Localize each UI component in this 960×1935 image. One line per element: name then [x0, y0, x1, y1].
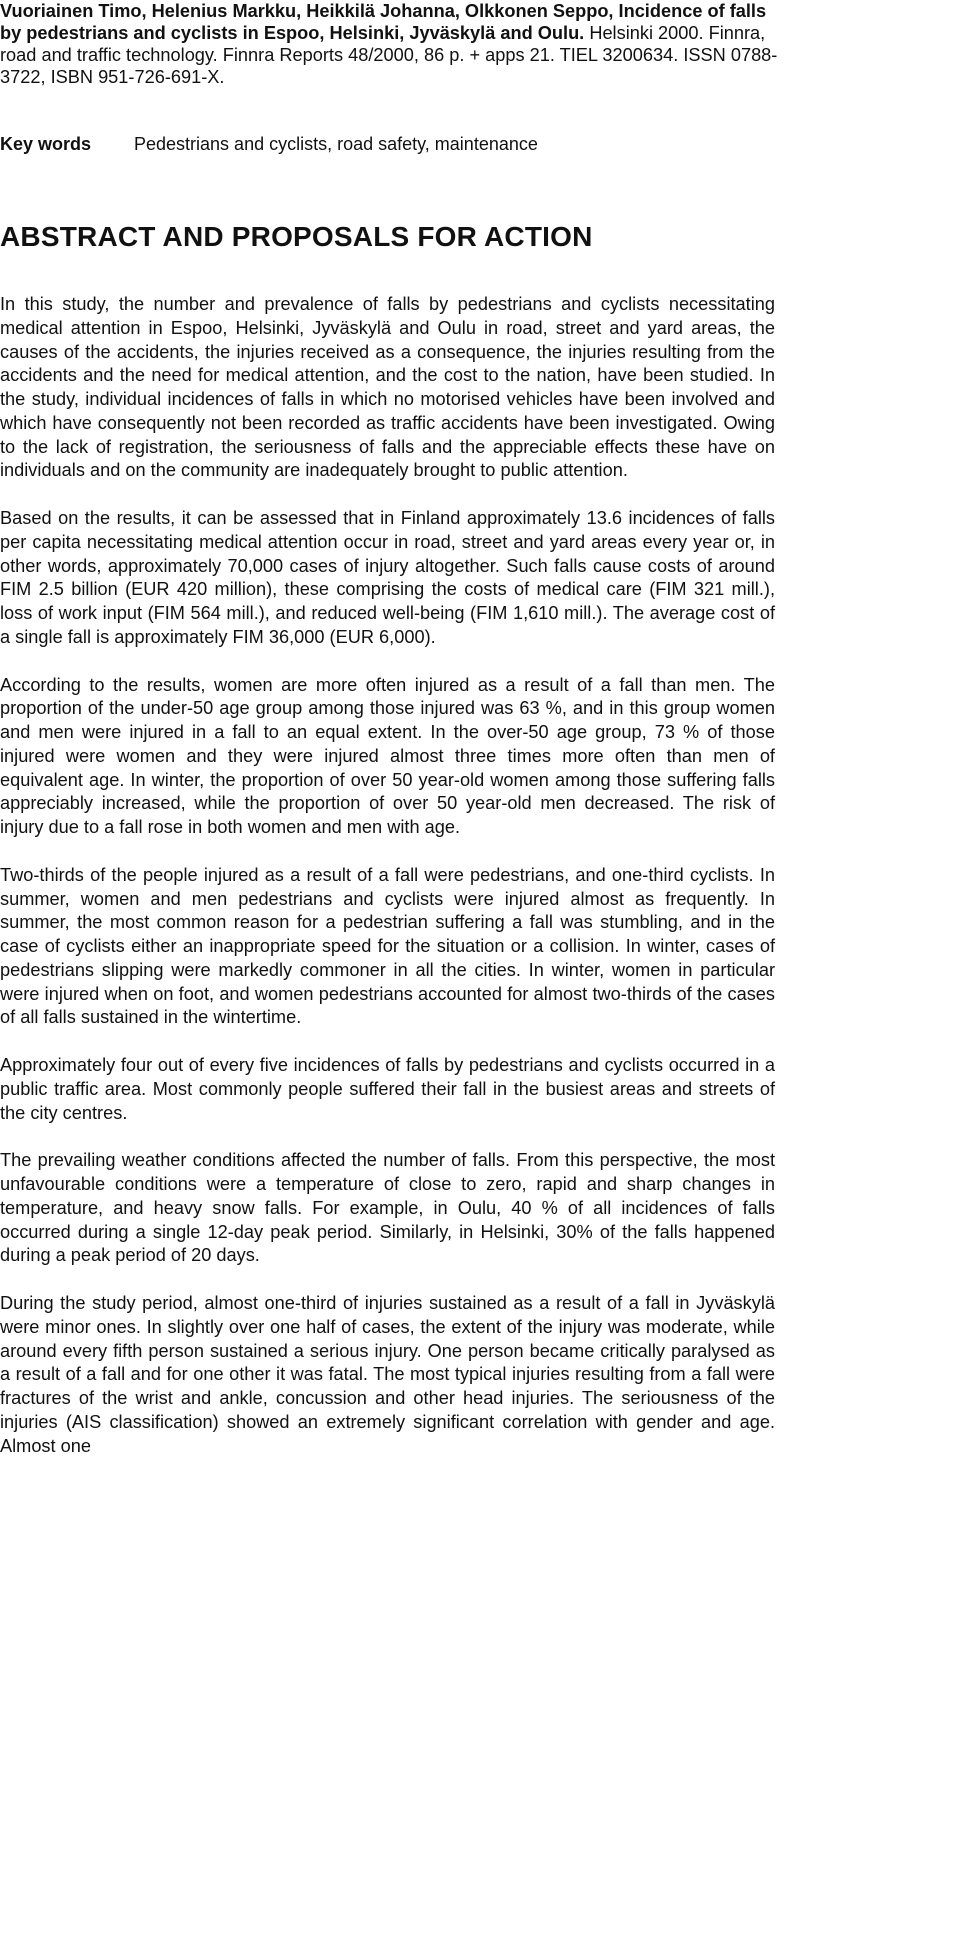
abstract-paragraph: Two-thirds of the people injured as a result of a fall were pedestrians, and one-third cyclists. In summer, women and men pedestrians and cyclists were injured almost as frequently. In summer, the most common reason for a pedestrian suffering a fall was stumbling, and in the case of cyclists either an inappropriate speed for the situation or a collision. In winter, cases of pedestrians slipping were markedly commoner in all the cities. In winter, women in particular were injured when on foot, and women pedestrians accounted for almost two-thirds of the cases of all falls sustained in the wintertime.	[0, 864, 775, 1028]
abstract-paragraph: According to the results, women are more often injured as a result of a fall than men. The proportion of the under-50 age group among those injured was 63 %, and in this group women and men were injured in a fall to an equal extent. In the over-50 age group, 73 % of those injured were women and they were injured almost three times more often than men of equivalent age. In winter, the proportion of over 50 year-old women among those suffering falls appreciably increased, while the proportion of over 50 year-old men decreased. The risk of injury due to a fall rose in both women and men with age.	[0, 674, 775, 837]
keywords-value: Pedestrians and cyclists, road safety, maintenance	[134, 134, 538, 154]
abstract-body	[0, 293, 775, 1482]
abstract-paragraph: Based on the results, it can be assessed that in Finland approximately 13.6 incidences of falls per capita necessitating medical attention occur in road, street and yard areas every year or, in other words, approximately 70,000 cases of injury altogether. Such falls cause costs of around FIM 2.5 billion (EUR 420 million), these comprising the costs of medical care (FIM 321 mill.), loss of work input (FIM 564 mill.), and reduced well-being (FIM 1,610 mill.). The average cost of a single fall is approximately FIM 36,000 (EUR 6,000).	[0, 508, 775, 647]
keywords-label: Key words	[0, 134, 92, 154]
citation-authors-title: Vuoriainen Timo, Helenius Markku, Heikkilä Johanna, Olkkonen Seppo, Incidence of falls by pedestrians and cyclists in Espoo, Helsinki, Jyväskylä and Oulu.	[0, 1, 767, 43]
abstract-paragraph: Approximately four out of every five incidences of falls by pedestrians and cyclists occurred in a public traffic area. Most commonly people suffered their fall in the busiest areas and streets of the city centres.	[0, 1055, 775, 1123]
citation-publication: Helsinki 2000. Finnra, road and traffic technology. Finnra Reports 48/2000, 86 p. + apps 21. TIEL 3200634. ISSN 0788-3722, ISBN 951-726-691-X.	[0, 23, 778, 87]
abstract-paragraph: In this study, the number and prevalence of falls by pedestrians and cyclists necessitating medical attention in Espoo, Helsinki, Jyväskylä and Oulu in road, street and yard areas, the causes of the accidents, the injuries received as a consequence, the injuries resulting from the accidents and the need for medical attention, and the cost to the nation, have been studied. In the study, individual incidences of falls in which no motorised vehicles have been involved and which have consequently not been recorded as traffic accidents have been investigated. Owing to the lack of registration, the seriousness of falls and the appreciable effects these have on individuals and on the community are inadequately brought to public attention.	[0, 294, 775, 481]
abstract-paragraph: The prevailing weather conditions affected the number of falls. From this perspective, the most unfavourable conditions were a temperature of close to zero, rapid and sharp changes in temperature, and heavy snow falls. For example, in Oulu, 40 % of all incidences of falls occurred during a single 12-day peak period. Similarly, in Helsinki, 30% of the falls happened during a peak period of 20 days.	[0, 1150, 775, 1266]
section-title: ABSTRACT AND PROPOSALS FOR ACTION	[0, 221, 593, 252]
abstract-paragraph: During the study period, almost one-third of injuries sustained as a result of a fall in Jyväskylä were minor ones. In slightly over one half of cases, the extent of the injury was moderate, while around every fifth person sustained a serious injury. One person became critically paralysed as a result of a fall and for one other it was fatal. The most typical injuries resulting from a fall were fractures of the wrist and ankle, concussion and other head injuries. The seriousness of the injuries (AIS classification) showed an extremely significant correlation with gender and age. Almost one	[0, 1293, 775, 1456]
citation	[0, 0, 790, 88]
